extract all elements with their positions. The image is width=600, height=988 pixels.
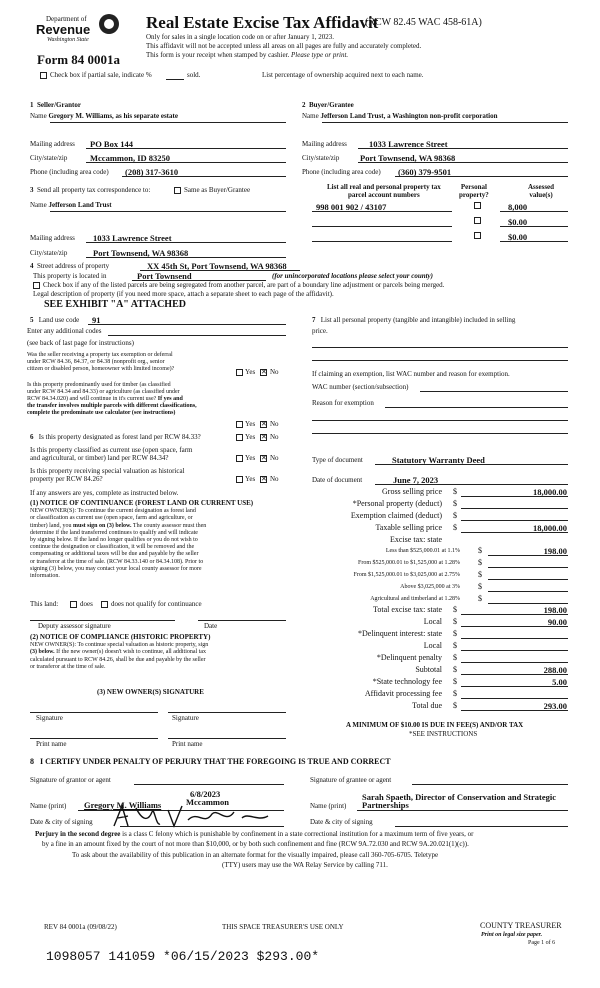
s6-q3-no-checkbox[interactable]: ✕ xyxy=(261,475,267,483)
see-back: (see back of last page for instructions) xyxy=(27,339,134,347)
local2-currency: $ xyxy=(453,641,457,650)
seller-phone[interactable]: (208) 317-3610 xyxy=(125,167,179,177)
tier5-line xyxy=(488,603,568,604)
new-owner-signature-heading: (3) NEW OWNER(S) SIGNATURE xyxy=(97,688,204,696)
land-use-label: Land use code xyxy=(38,316,80,324)
tier1-line xyxy=(488,555,568,556)
rev-number: REV 84 0001a (09/08/22) xyxy=(44,923,117,931)
signing-date-stamp: 6/8/2023 xyxy=(190,789,221,799)
tech-fee-label: *State technology fee xyxy=(372,677,442,686)
exemption-label: Exemption claimed (deduct) xyxy=(350,511,442,520)
s6-q1-yes-checkbox[interactable] xyxy=(236,434,243,441)
deputy-date-label: Date xyxy=(204,622,218,630)
s6-num: 6 xyxy=(30,433,34,441)
taxable-label: Taxable selling price xyxy=(375,523,442,532)
s6-q3-yes-checkbox[interactable] xyxy=(236,476,243,483)
corr-city-label: City/state/zip xyxy=(30,249,68,257)
parcel-line-1 xyxy=(312,211,452,212)
taxable-value[interactable]: 18,000.00 xyxy=(533,523,567,533)
county-treasurer: COUNTY TREASURER xyxy=(480,921,562,930)
grantee-signature-line[interactable] xyxy=(412,784,568,785)
s5-num: 5 xyxy=(30,316,34,324)
tier4-line xyxy=(488,591,568,592)
s6-q1-yes-label: Yes xyxy=(245,433,256,441)
does-not-label: does not qualify for continuance xyxy=(111,600,202,608)
s6-q2-no-label: No xyxy=(270,454,279,462)
grantor-name-label: Name (print) xyxy=(30,802,67,810)
parcel-line-3 xyxy=(312,241,452,242)
legal-paper-note: Print on legal size paper. xyxy=(481,932,543,938)
same-as-buyer-label: Same as Buyer/Grantee xyxy=(184,186,251,194)
grantee-name-line xyxy=(357,810,568,811)
form-title-ref: (RCW 82.45 WAC 458-61A) xyxy=(365,17,482,28)
segregated-checkbox[interactable] xyxy=(33,282,40,289)
s5-q1-yes-label: Yes xyxy=(245,368,256,376)
delinquent-penalty-label: *Delinquent penalty xyxy=(376,653,442,662)
s6-q1-no-checkbox[interactable]: ✕ xyxy=(261,433,267,441)
parcel-value-3[interactable]: $0.00 xyxy=(508,232,528,242)
gross-value[interactable]: 18,000.00 xyxy=(533,487,567,497)
this-land-label: This land: xyxy=(30,600,59,608)
partial-sale-sold: sold. xyxy=(187,71,201,79)
perjury-line1: is a class C felony which is punishable by confinement in a state correctional institution for a maximum term of five years, or xyxy=(122,830,474,838)
deputy-label: Deputy assessor signature xyxy=(38,622,111,630)
seller-heading: Seller/Grantor xyxy=(37,101,81,109)
see-exhibit[interactable]: SEE EXHIBIT "A" ATTACHED xyxy=(44,299,186,310)
claim-exemption: If claiming an exemption, list WAC number and reason for exemption. xyxy=(312,370,510,378)
seller-name[interactable]: Gregory M. Williams, as his separate estate xyxy=(48,112,178,120)
doc-date-line xyxy=(375,484,568,485)
seller-num: 1 xyxy=(30,101,34,109)
corr-num: 3 xyxy=(30,186,34,194)
personal-label: *Personal property (deduct) xyxy=(352,499,442,508)
s7-label: List all personal property (tangible and intangible) included in selling xyxy=(320,316,516,324)
buyer-num: 2 xyxy=(302,101,306,109)
local2-line xyxy=(461,650,568,651)
dept-line3: Washington State xyxy=(47,37,89,43)
parcel-value-2[interactable]: $0.00 xyxy=(508,217,528,227)
signature-label-2: Signature xyxy=(172,714,199,722)
grantee-name-line2[interactable]: Partnerships xyxy=(362,800,409,810)
local-value[interactable]: 90.00 xyxy=(547,617,567,627)
corr-name[interactable]: Jefferson Land Trust xyxy=(48,201,112,209)
s6-q1-no-label: No xyxy=(270,433,279,441)
parcel-value-line-3 xyxy=(500,241,568,242)
grantee-date-city-line[interactable] xyxy=(395,826,568,827)
see-instructions: *SEE INSTRUCTIONS xyxy=(409,730,478,738)
buyer-phone[interactable]: (360) 379-9501 xyxy=(398,167,452,177)
seller-city[interactable]: Mccammon, ID 83250 xyxy=(90,153,171,163)
seller-mail[interactable]: PO Box 144 xyxy=(90,139,133,149)
total-due-value[interactable]: 293.00 xyxy=(543,701,567,711)
page-number: Page 1 of 6 xyxy=(528,940,556,946)
affidavit-fee-currency: $ xyxy=(453,689,457,698)
form-number: Form 84 0001a xyxy=(37,52,121,67)
tier4-label: Above $3,025,000 at 3% xyxy=(400,584,460,590)
grantee-name-line1[interactable]: Sarah Spaeth, Director of Conservation and Strategic xyxy=(362,792,556,802)
grantor-date-city-line[interactable] xyxy=(120,826,284,827)
certify-statement: I CERTIFY UNDER PENALTY OF PERJURY THAT THE FOREGOING IS TRUE AND CORRECT xyxy=(40,757,391,766)
additional-codes-label: Enter any additional codes xyxy=(27,327,102,335)
located-label: This property is located in xyxy=(33,272,107,280)
corr-name-line xyxy=(50,211,286,212)
grantee-name-label: Name (print) xyxy=(310,802,347,810)
partial-sale-percent[interactable] xyxy=(166,79,184,80)
wac-line[interactable] xyxy=(420,391,568,392)
tier5-label: Agricultural and timberland at 1.28% xyxy=(370,596,460,602)
gross-currency: $ xyxy=(453,487,457,496)
corr-name-label: Name xyxy=(30,201,47,209)
personal-currency: $ xyxy=(453,499,457,508)
parcel-personal-checkbox-3[interactable] xyxy=(474,232,481,239)
perjury-line3: To ask about the availability of this publication in an alternate format for the visually impaired, please call 360-705-6705. Teletype xyxy=(72,851,439,859)
seller-city-line xyxy=(86,162,286,163)
total-state-line xyxy=(461,614,568,615)
s6-q2-yes-label: Yes xyxy=(245,454,256,462)
corr-city-line xyxy=(86,257,286,258)
delinquent-penalty-currency: $ xyxy=(453,653,457,662)
dor-logo-inner xyxy=(104,19,114,29)
does-not-qualify-checkbox[interactable] xyxy=(101,601,108,608)
local-line xyxy=(461,626,568,627)
buyer-phone-line xyxy=(395,176,568,177)
parcel-number-1[interactable]: 998 001 902 / 43107 xyxy=(316,202,387,212)
total-state-value[interactable]: 198.00 xyxy=(543,605,567,615)
treasurer-use-only: THIS SPACE TREASURER'S USE ONLY xyxy=(222,923,344,931)
seller-name-label: Name xyxy=(30,112,47,120)
unincorporated-note: (for unincorporated locations please select your county) xyxy=(272,272,433,280)
subtotal-currency: $ xyxy=(453,665,457,674)
s5-q2: Is this property predominantly used for timber (as classified under RCW 84.34 and 84.33) or agriculture (as classified under RCW 84.34.020) and will continue in it's current use? If yes and the transfer involves multiple parcels with different classifications, complete the predominate use calculator (see instructions) xyxy=(27,382,197,416)
reason-line-2[interactable] xyxy=(312,420,568,421)
buyer-name-label: Name xyxy=(302,112,319,120)
buyer-mail[interactable]: 1033 Lawrence Street xyxy=(369,139,448,149)
doc-date-label: Date of document xyxy=(312,476,363,484)
header-sub3a: This form is your receipt when stamped by cashier. xyxy=(146,51,290,59)
seller-name-line xyxy=(50,122,286,123)
dept-line2: Revenue xyxy=(36,22,91,37)
s6-q3-no-label: No xyxy=(270,475,279,483)
delinquent-penalty-line xyxy=(461,662,568,663)
s5-q2-yes-checkbox[interactable] xyxy=(236,421,243,428)
total-due-currency: $ xyxy=(453,701,457,710)
parcel-value-line-1 xyxy=(500,211,568,212)
subtotal-label: Subtotal xyxy=(415,665,442,674)
parcel-line-2 xyxy=(312,226,452,227)
local2-label: Local xyxy=(423,641,442,650)
wac-label: WAC number (section/subsection) xyxy=(312,383,409,391)
s7-label2: price. xyxy=(312,327,328,335)
doc-type-line xyxy=(375,464,568,465)
tier1-currency: $ xyxy=(478,546,482,555)
exemption-line xyxy=(461,520,568,521)
does-qualify-checkbox[interactable] xyxy=(70,601,77,608)
buyer-name[interactable]: Jefferson Land Trust, a Washington non-profit corporation xyxy=(320,112,498,120)
parcel-personal-checkbox-2[interactable] xyxy=(474,217,481,224)
print-name-label-2: Print name xyxy=(172,740,203,748)
same-as-buyer-checkbox[interactable] xyxy=(174,187,181,194)
buyer-city[interactable]: Port Townsend, WA 98368 xyxy=(360,153,456,163)
total-due-label: Total due xyxy=(412,701,442,710)
reason-line-3[interactable] xyxy=(312,433,568,434)
excise-state-label: Excise tax: state xyxy=(390,535,442,544)
tier3-line xyxy=(488,579,568,580)
total-state-currency: $ xyxy=(453,605,457,614)
total-due-line xyxy=(461,710,568,711)
taxable-line xyxy=(461,532,568,533)
seller-phone-label: Phone (including area code) xyxy=(30,168,109,176)
seller-mail-label: Mailing address xyxy=(30,140,75,148)
compliance-notice: (2) NOTICE OF COMPLIANCE (HISTORIC PROPERTY) NEW OWNER(S): To continue special valuation as historic property, sign (3) below. If the new owner(s) doesn't wish to continue, all additional tax calculated pursuant to RCW 84.26, shall be due and payable by the seller or transferor at the time of sale. xyxy=(30,633,211,670)
taxable-currency: $ xyxy=(453,523,457,532)
tech-fee-value[interactable]: 5.00 xyxy=(552,677,567,687)
parcels-h2: Personal property? xyxy=(459,183,489,199)
tier5-currency: $ xyxy=(478,594,482,603)
tier3-currency: $ xyxy=(478,570,482,579)
tier1-label: Less than $525,000.01 at 1.1% xyxy=(385,548,460,554)
grantor-date-city-label: Date & city of signing xyxy=(30,818,93,826)
s5-q2-no-label: No xyxy=(270,420,279,428)
affidavit-fee-label: Affidavit processing fee xyxy=(364,689,442,698)
partial-sale-checkbox[interactable] xyxy=(40,72,47,79)
continuance-notice: (1) NOTICE OF CONTINUANCE (FOREST LAND OR CURRENT USE) NEW OWNER(S): To continue the current designation as forest land or classification as current use (open space, farm and agriculture, or timber) land, you must sign on (3) below. The county assessor must then determine if the land transferred continues to qualify and will indicate by signing below. If the land no longer qualifies or you do not wish to continue the designation or classification, it will be removed and the compensating or additional taxes will be due and payable by the seller or transferor at the time of sale. (RCW 84.33.140 or 84.34.108). Prior to signing (3) below, you may contact your local county assessor for more information. xyxy=(30,499,254,579)
buyer-name-line xyxy=(322,122,568,123)
doc-date[interactable]: June 7, 2023 xyxy=(393,475,439,485)
signature-label-1: Signature xyxy=(36,714,63,722)
tech-fee-line xyxy=(461,686,568,687)
s5-q1-yes-checkbox[interactable] xyxy=(236,369,243,376)
header-sub2: This affidavit will not be accepted unless all areas on all pages are fully and accurately completed. xyxy=(146,42,422,50)
corr-mail-line xyxy=(86,242,286,243)
s6-q2-yes-checkbox[interactable] xyxy=(236,455,243,462)
s6-q3-yes-label: Yes xyxy=(245,475,256,483)
exemption-currency: $ xyxy=(453,511,457,520)
deputy-signature-line[interactable] xyxy=(30,620,175,621)
grantor-name[interactable]: Gregory M. Williams xyxy=(84,800,162,810)
affidavit-fee-line xyxy=(461,698,568,699)
delinquent-state-currency: $ xyxy=(453,629,457,638)
grantee-date-city-label: Date & city of signing xyxy=(310,818,373,826)
owner-print-line-2[interactable] xyxy=(168,738,286,739)
buyer-heading: Buyer/Grantee xyxy=(309,101,354,109)
ownership-note: List percentage of ownership acquired next to each name. xyxy=(262,71,424,79)
delinquent-state-label: *Delinquent interest: state xyxy=(358,629,442,638)
grantor-signature-label: Signature of grantor or agent xyxy=(30,776,111,784)
property-num: 4 xyxy=(30,262,34,270)
located-in[interactable]: Port Townsend xyxy=(137,271,192,281)
grantee-signature-label: Signature of grantee or agent xyxy=(310,776,392,784)
s5-q2-no-checkbox[interactable]: ✕ xyxy=(261,420,267,428)
delinquent-state-line xyxy=(461,638,568,639)
street-label: Street address of property xyxy=(37,262,110,270)
gross-line xyxy=(461,496,568,497)
parcels-h3: Assessed value(s) xyxy=(528,183,555,199)
tech-fee-currency: $ xyxy=(453,677,457,686)
reason-line-1[interactable] xyxy=(385,407,568,408)
additional-codes-line[interactable] xyxy=(108,335,286,336)
subtotal-value[interactable]: 288.00 xyxy=(543,665,567,675)
header-sub3b: Please type or print. xyxy=(291,51,349,59)
owner-signature-line-1[interactable] xyxy=(30,712,158,713)
tier2-currency: $ xyxy=(478,558,482,567)
seller-phone-line xyxy=(122,176,286,177)
perjury-line2: by a fine in an amount fixed by the court of not more than $10,000, or by both such confinement and fine (RCW 9A.72.030 and RCW 9A.20.021(1)(c)). xyxy=(42,840,469,848)
tier4-currency: $ xyxy=(478,582,482,591)
buyer-city-line xyxy=(358,162,568,163)
cashier-receipt-stamp: 1098057 141059 *06/15/2023 $293.00* xyxy=(46,949,320,964)
parcels-h1: List all real and personal property tax parcel account numbers xyxy=(327,183,441,199)
total-state-label: Total excise tax: state xyxy=(373,605,442,614)
does-label: does xyxy=(80,600,93,608)
corr-city[interactable]: Port Townsend, WA 98368 xyxy=(93,248,189,258)
s5-q1: Was the seller receiving a property tax exemption or deferral under RCW 84.36, 84.37, or 84.38 (nonprofit org., senior citizen or disabled person, homeowner with limited income)? xyxy=(27,352,175,372)
minimum-due-note: A MINIMUM OF $10.00 IS DUE IN FEE(S) AND/OR TAX xyxy=(346,721,524,729)
land-use-line xyxy=(88,324,286,325)
street-address[interactable]: XX 45th St, Port Townsend, WA 98368 xyxy=(147,261,287,271)
s8-num: 8 xyxy=(30,757,34,766)
parcel-value-1[interactable]: 8,000 xyxy=(508,202,528,212)
s5-q1-no-checkbox[interactable]: ✕ xyxy=(261,368,267,376)
segregated-label: Check box if any of the listed parcels are being segregated from another parcel, are part of a boundary line adjustment or parcels being merged. xyxy=(43,281,445,289)
legal-description-label: Legal description of property (if you need more space, attach a separate sheet to each page of the affidavit). xyxy=(33,290,334,298)
doc-type[interactable]: Statutory Warranty Deed xyxy=(392,455,485,465)
dept-line1: Department of xyxy=(46,15,87,23)
seller-mail-line xyxy=(86,148,286,149)
signing-city-stamp: Mccammon xyxy=(186,797,229,807)
deputy-date-line[interactable] xyxy=(198,620,286,621)
s6-q2-no-checkbox[interactable]: ✕ xyxy=(261,454,267,462)
seller-city-label: City/state/zip xyxy=(30,154,68,162)
doc-type-label: Type of document xyxy=(312,456,363,464)
tier2-label: From $525,000.01 to $1,525,000 at 1.28% xyxy=(358,560,460,566)
s6-q3: Is this property receiving special valuation as historical property per RCW 84.26? xyxy=(30,467,185,484)
personal-line xyxy=(461,508,568,509)
partial-sale-label: Check box if partial sale, indicate % xyxy=(50,71,152,79)
reason-label: Reason for exemption xyxy=(312,399,374,407)
perjury-line4: (TTY) users may use the WA Relay Service by calling 711. xyxy=(222,861,388,869)
grantor-signature-line[interactable] xyxy=(134,784,284,785)
form-title: Real Estate Excise Tax Affidavit xyxy=(146,13,379,32)
buyer-city-label: City/state/zip xyxy=(302,154,340,162)
local-currency: $ xyxy=(453,617,457,626)
print-name-label-1: Print name xyxy=(36,740,67,748)
s6-q1: Is this property designated as forest land per RCW 84.33? xyxy=(38,433,201,441)
local-label: Local xyxy=(423,617,442,626)
corr-label: Send all property tax correspondence to: xyxy=(37,186,151,194)
s6-q2: Is this property classified as current use (open space, farm and agricultural, or timber) land per RCW 84.34? xyxy=(30,446,193,463)
personal-property-line-2[interactable] xyxy=(312,360,568,361)
gross-label: Gross selling price xyxy=(382,487,442,496)
header-sub1: Only for sales in a single location code on or after January 1, 2023. xyxy=(146,33,334,41)
corr-mail-label: Mailing address xyxy=(30,234,75,242)
s5-q2-yes-label: Yes xyxy=(245,420,256,428)
buyer-mail-label: Mailing address xyxy=(302,140,347,148)
land-use-code[interactable]: 91 xyxy=(92,315,101,325)
tier2-line xyxy=(488,567,568,568)
parcel-personal-checkbox-1[interactable] xyxy=(474,202,481,209)
s7-num: 7 xyxy=(312,316,316,324)
tier1-value[interactable]: 198.00 xyxy=(543,546,567,556)
parcel-value-line-2 xyxy=(500,226,568,227)
perjury-bold: Perjury in the second degree xyxy=(35,830,121,838)
if-yes-note: If any answers are yes, complete as instructed below. xyxy=(30,489,179,497)
personal-property-line-1[interactable] xyxy=(312,347,568,348)
subtotal-line xyxy=(461,674,568,675)
s5-q1-no-label: No xyxy=(270,368,279,376)
buyer-mail-line xyxy=(358,148,568,149)
buyer-phone-label: Phone (including area code) xyxy=(302,168,381,176)
owner-print-line-1[interactable] xyxy=(30,738,158,739)
tier3-label: From $1,525,000.01 to $3,025,000 at 2.75% xyxy=(353,572,460,578)
owner-signature-line-2[interactable] xyxy=(168,712,286,713)
corr-mail[interactable]: 1033 Lawrence Street xyxy=(93,233,172,243)
